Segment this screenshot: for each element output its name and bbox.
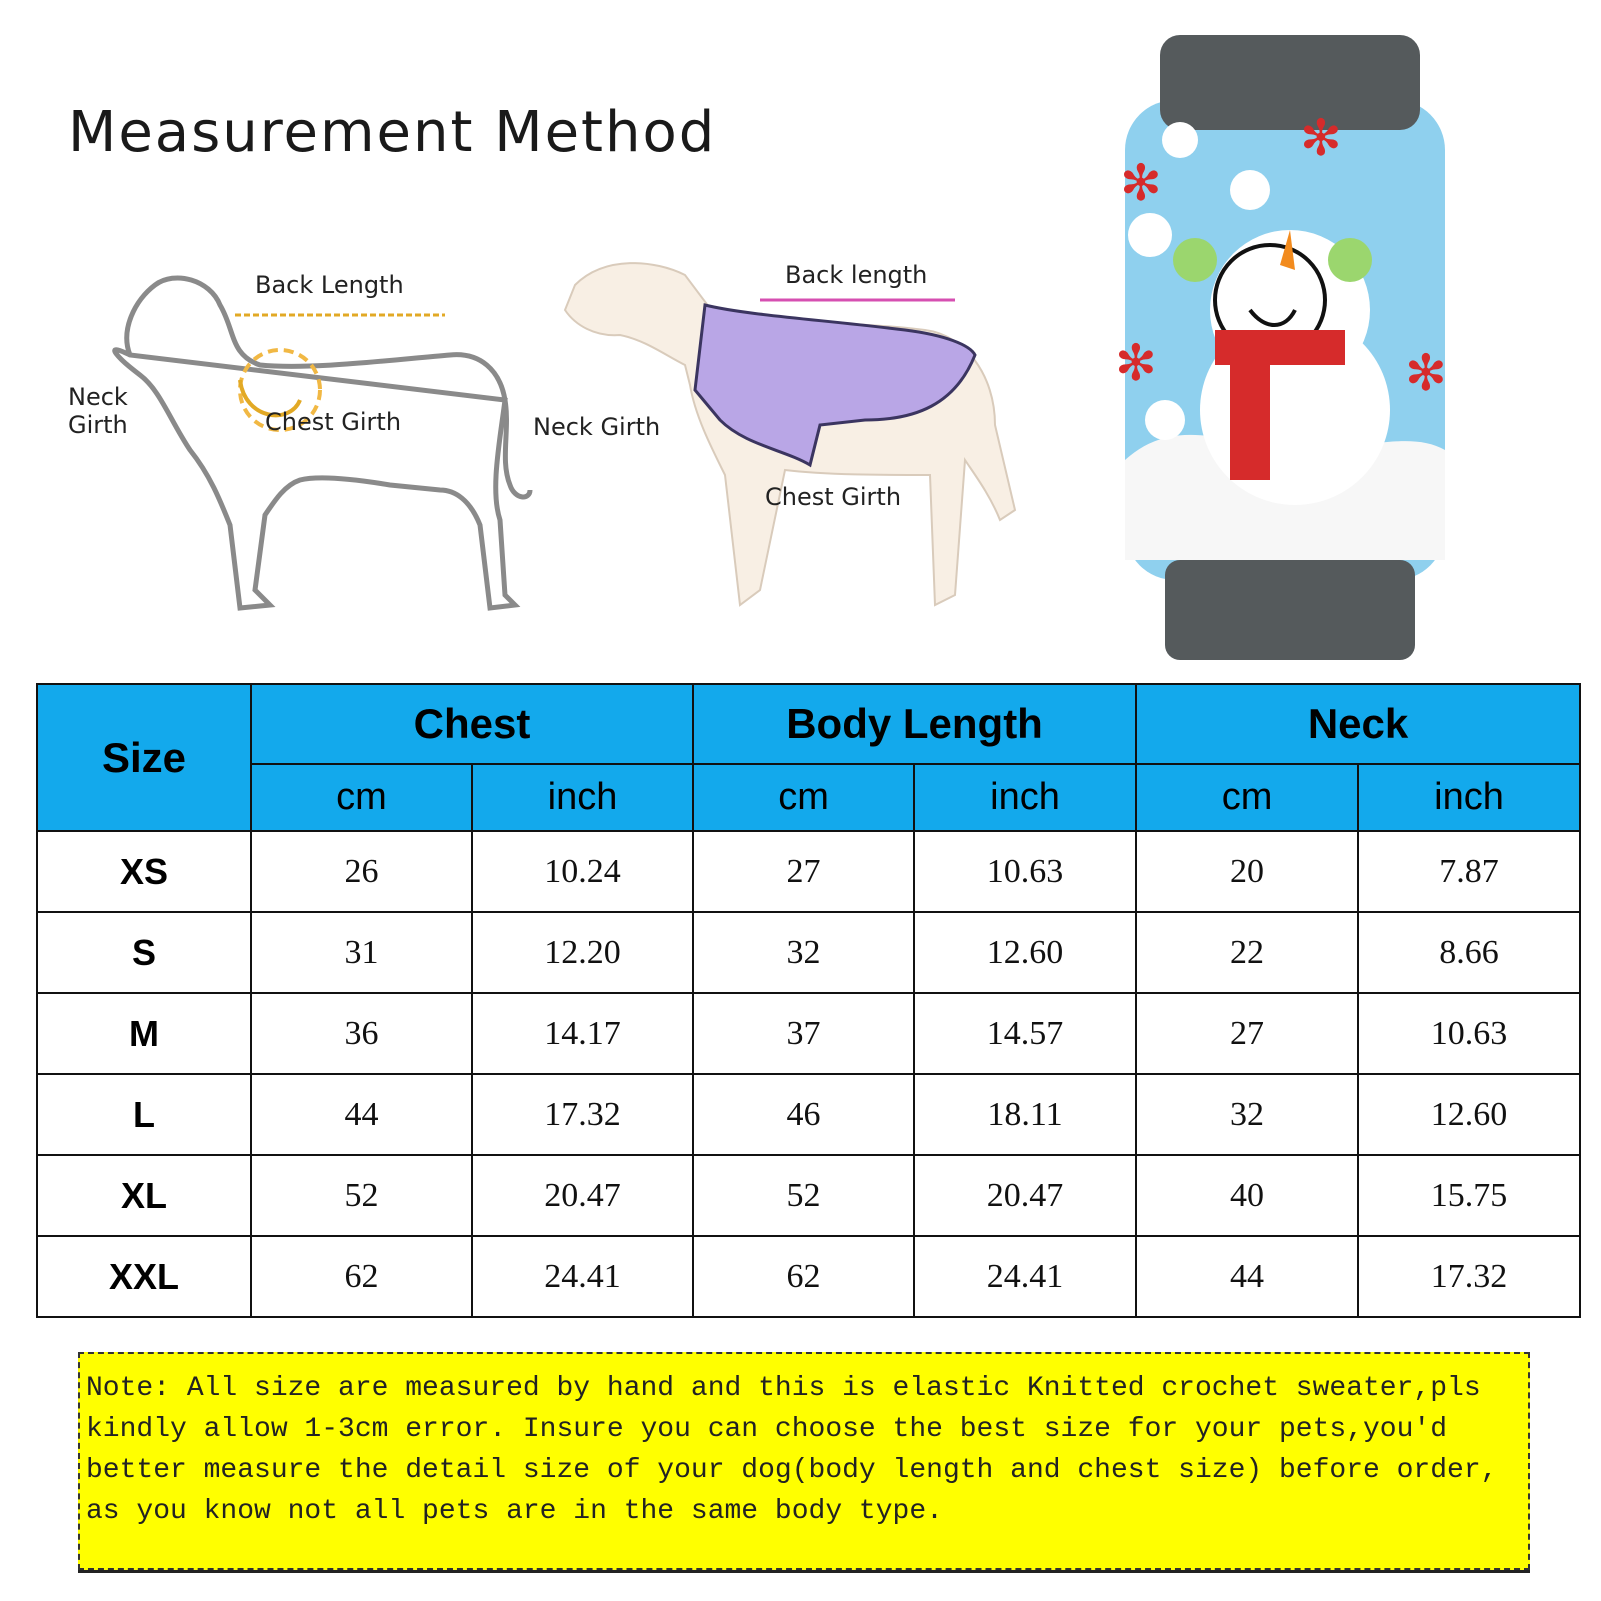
value-cell: 32 — [1136, 1074, 1358, 1155]
body-length-header: Body Length — [693, 684, 1136, 764]
value-cell: 27 — [693, 831, 914, 912]
page-title: Measurement Method — [68, 100, 717, 165]
value-cell: 44 — [251, 1074, 472, 1155]
table-row — [37, 1155, 1580, 1236]
value-cell: 24.41 — [914, 1236, 1136, 1317]
value-cell: 32 — [693, 912, 914, 993]
value-cell: 62 — [693, 1236, 914, 1317]
table-row — [37, 1236, 1580, 1317]
value-cell: 10.63 — [1358, 993, 1580, 1074]
value-cell: 12.60 — [914, 912, 1136, 993]
dog-outline-diagram — [60, 260, 540, 660]
fig1-neck-label — [68, 383, 135, 439]
bottom-ribbing — [1165, 560, 1415, 660]
top-ribbing — [1160, 35, 1420, 130]
value-cell: 14.57 — [914, 993, 1136, 1074]
unit-header: inch — [914, 764, 1136, 831]
size-header: Size — [37, 684, 251, 831]
value-cell: 12.60 — [1358, 1074, 1580, 1155]
value-cell: 17.32 — [1358, 1236, 1580, 1317]
neck-header: Neck — [1136, 684, 1580, 764]
fig1-neck-line1: Neck — [68, 383, 128, 411]
value-cell: 44 — [1136, 1236, 1358, 1317]
size-cell: XL — [37, 1155, 251, 1236]
table-unit-header-row — [37, 764, 1580, 831]
value-cell: 24.41 — [472, 1236, 693, 1317]
table-row — [37, 993, 1580, 1074]
value-cell: 7.87 — [1358, 831, 1580, 912]
value-cell: 37 — [693, 993, 914, 1074]
size-chart-table — [36, 683, 1581, 1318]
unit-header: cm — [1136, 764, 1358, 831]
value-cell: 46 — [693, 1074, 914, 1155]
scarf — [1215, 330, 1345, 365]
fig1-neck-line2: Girth — [68, 411, 128, 439]
table-group-header-row — [37, 684, 1580, 764]
fig2-chest-girth-label: Chest Girth — [765, 483, 902, 511]
fig1-chest-girth-label: Chest Girth — [265, 408, 402, 436]
size-cell: XXL — [37, 1236, 251, 1317]
size-cell: M — [37, 993, 251, 1074]
value-cell: 17.32 — [472, 1074, 693, 1155]
value-cell: 20.47 — [914, 1155, 1136, 1236]
size-cell: XS — [37, 831, 251, 912]
unit-header: inch — [1358, 764, 1580, 831]
value-cell: 36 — [251, 993, 472, 1074]
value-cell: 52 — [693, 1155, 914, 1236]
fig2-back-length-label: Back length — [785, 261, 928, 289]
snowflake-icon: ✻ — [1120, 154, 1162, 212]
size-cell: L — [37, 1074, 251, 1155]
snowman-sweater-image — [1115, 30, 1465, 665]
size-cell: S — [37, 912, 251, 993]
fig2-neck-girth-label: Neck Girth — [533, 413, 661, 441]
unit-header: cm — [251, 764, 472, 831]
table-row — [37, 912, 1580, 993]
value-cell: 20 — [1136, 831, 1358, 912]
value-cell: 62 — [251, 1236, 472, 1317]
note-box: Note: All size are measured by hand and this is elastic Knitted crochet sweater,pls kindly allow 1-3cm error. Insure you can choose the best size for your pets,you'd better measure the detail size of your dog(body length and chest size) before order, as you know not all pets are in the same body type. — [78, 1352, 1530, 1570]
chest-header: Chest — [251, 684, 693, 764]
value-cell: 40 — [1136, 1155, 1358, 1236]
dog-sweater-diagram — [533, 245, 1070, 665]
value-cell: 27 — [1136, 993, 1358, 1074]
table-row — [37, 831, 1580, 912]
value-cell: 10.63 — [914, 831, 1136, 912]
value-cell: 31 — [251, 912, 472, 993]
dog-outline — [115, 278, 530, 608]
snowflake-icon: ✻ — [1300, 109, 1342, 167]
fig1-back-length-label: Back Length — [255, 271, 404, 299]
value-cell: 12.20 — [472, 912, 693, 993]
unit-header: cm — [693, 764, 914, 831]
value-cell: 20.47 — [472, 1155, 693, 1236]
value-cell: 14.17 — [472, 993, 693, 1074]
value-cell: 26 — [251, 831, 472, 912]
value-cell: 22 — [1136, 912, 1358, 993]
unit-header: inch — [472, 764, 693, 831]
snowflake-icon: ✻ — [1115, 334, 1157, 392]
snowflake-icon: ✻ — [1405, 344, 1447, 402]
value-cell: 10.24 — [472, 831, 693, 912]
value-cell: 15.75 — [1358, 1155, 1580, 1236]
value-cell: 18.11 — [914, 1074, 1136, 1155]
value-cell: 52 — [251, 1155, 472, 1236]
table-row — [37, 1074, 1580, 1155]
value-cell: 8.66 — [1358, 912, 1580, 993]
